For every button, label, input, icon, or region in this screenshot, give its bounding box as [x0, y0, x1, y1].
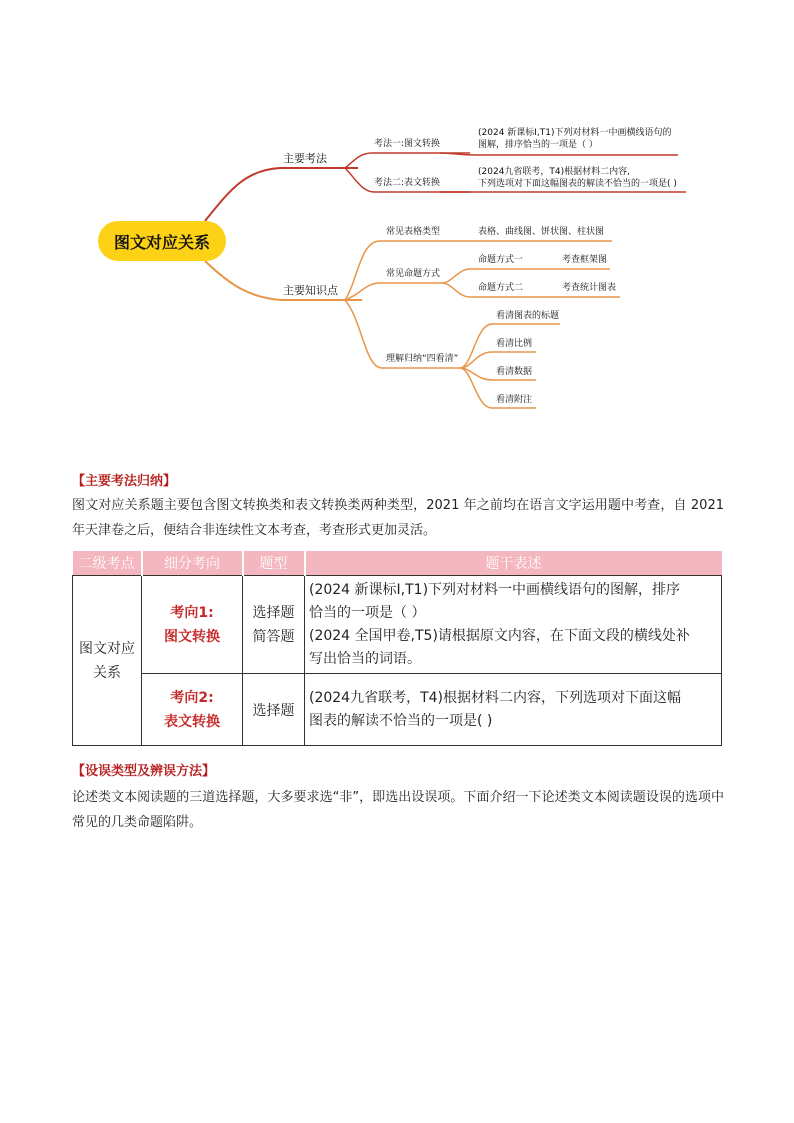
four-look-item-4: 看清附注 — [496, 395, 533, 405]
branch-main-methods: 主要考法 — [283, 152, 327, 165]
connector-b1-item1 — [345, 153, 470, 168]
type-cell: 选择题 简答题 — [243, 576, 305, 674]
connector-styles-1 — [442, 269, 610, 283]
table-types-label: 常见表格类型 — [386, 227, 441, 237]
method1-note-line2: 图解，排序恰当的一项是（ ） — [478, 140, 598, 150]
connector-note1 — [440, 153, 678, 155]
question-styles-label: 常见命题方式 — [386, 269, 441, 279]
question-style-2-label: 命题方式二 — [478, 283, 524, 293]
header-direction: 细分考向 — [142, 551, 243, 576]
table-types-value: 表格、曲线图、饼状图、柱状图 — [478, 227, 605, 237]
direction-cell: 考向1: 图文转换 — [142, 576, 243, 674]
header-type: 题型 — [243, 551, 305, 576]
mindmap-connectors — [0, 0, 794, 440]
connector-b2-styles — [345, 283, 442, 300]
four-look-item-3: 看清数据 — [496, 367, 533, 377]
section-errors-title: 【设误类型及辨误方法】 — [72, 764, 216, 779]
four-look-item-1: 看清图表的标题 — [496, 311, 560, 321]
method2-note-line1: (2024九省联考，T4)根据材料二内容, — [478, 167, 631, 177]
description-cell: (2024 新课标Ⅰ,T1)下列对材料一中画横线语句的图解，排序 恰当的一项是（ ） (2024 全国甲卷,T5)请根据原文内容，在下面文段的横线处补 写出恰当的词语。 — [305, 576, 722, 674]
method1-note-line1: (2024 新课标Ⅰ,T1)下列对材料一中画横线语句的 — [478, 128, 672, 138]
description-cell: (2024九省联考，T4)根据材料二内容，下列选项对下面这幅 图表的解读不恰当的一项是( ) — [305, 674, 722, 746]
methods-table — [72, 551, 722, 746]
header-level2: 二级考点 — [73, 551, 142, 576]
section-methods-title: 【主要考法归纳】 — [72, 474, 177, 489]
direction-cell: 考向2: 表文转换 — [142, 674, 243, 746]
table-header-row — [73, 551, 722, 576]
category-cell: 图文对应 关系 — [73, 576, 142, 746]
method2-label: 考法二:表文转换 — [374, 178, 441, 188]
section-errors-paragraph: 论述类文本阅读题的三道选择题，大多要求选“非”，即选出设误项。下面介绍一下论述类文本阅读题设误的选项中常见的几类命题陷阱。 — [72, 790, 724, 830]
section-methods-paragraph: 图文对应关系题主要包含图文转换类和表文转换类两种类型，2021 年之前均在语言文字运用题中考查，自 2021 年天津卷之后，便结合非连续性文本考查，考查形式更加灵活。 — [72, 498, 724, 538]
method2-note-line2: 下列选项对下面这幅图表的解读不恰当的一项是( ) — [478, 179, 677, 189]
question-style-2-value: 考查统计图表 — [562, 283, 617, 293]
question-style-1-value: 考查框架图 — [562, 255, 608, 265]
four-look-item-2: 看清比例 — [496, 339, 533, 349]
connector-root-branch1 — [205, 168, 358, 221]
mindmap-root-node: 图文对应关系 — [98, 221, 226, 261]
four-look-label: 理解归纳“四看清” — [386, 354, 459, 364]
table-row — [73, 674, 722, 746]
method1-label: 考法一:图文转换 — [374, 139, 441, 149]
header-description: 题干表述 — [305, 551, 722, 576]
type-cell: 选择题 — [243, 674, 305, 746]
question-style-1-label: 命题方式一 — [478, 255, 524, 265]
table-row — [73, 576, 722, 674]
branch-main-knowledge: 主要知识点 — [283, 284, 338, 297]
